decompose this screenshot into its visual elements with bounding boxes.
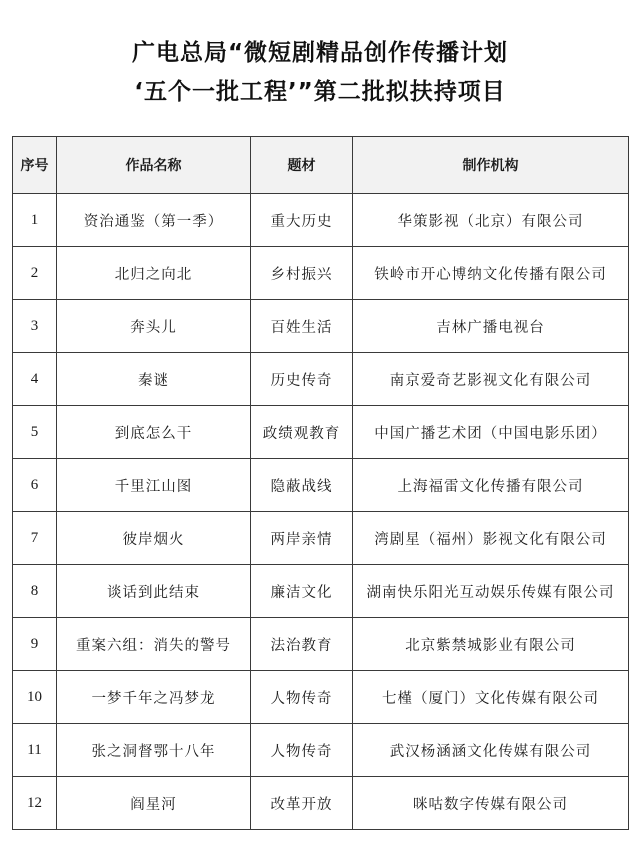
cell-seq: 5 — [13, 406, 57, 459]
page-title-line-2: ‘五个一批工程’”第二批拟扶持项目 — [134, 79, 506, 105]
project-table — [12, 136, 629, 830]
table-header-row — [13, 137, 629, 194]
cell-theme: 重大历史 — [251, 194, 353, 247]
table-row — [13, 618, 629, 671]
cell-theme: 法治教育 — [251, 618, 353, 671]
cell-seq: 9 — [13, 618, 57, 671]
table-row — [13, 724, 629, 777]
page-title-line-1: 广电总局“微短剧精品创作传播计划 — [131, 40, 509, 66]
cell-org: 中国广播艺术团（中国电影乐团） — [353, 406, 629, 459]
cell-seq: 6 — [13, 459, 57, 512]
cell-seq: 8 — [13, 565, 57, 618]
cell-theme: 廉洁文化 — [251, 565, 353, 618]
cell-org: 七槿（厦门）文化传媒有限公司 — [353, 671, 629, 724]
header-name: 作品名称 — [57, 137, 251, 194]
cell-name: 张之洞督鄂十八年 — [57, 724, 251, 777]
cell-seq: 7 — [13, 512, 57, 565]
cell-org: 华策影视（北京）有限公司 — [353, 194, 629, 247]
cell-org: 湾剧星（福州）影视文化有限公司 — [353, 512, 629, 565]
header-theme: 题材 — [251, 137, 353, 194]
table-row — [13, 671, 629, 724]
cell-theme: 政绩观教育 — [251, 406, 353, 459]
cell-seq: 4 — [13, 353, 57, 406]
cell-theme: 乡村振兴 — [251, 247, 353, 300]
cell-theme: 历史传奇 — [251, 353, 353, 406]
cell-org: 咪咕数字传媒有限公司 — [353, 777, 629, 830]
table-row — [13, 777, 629, 830]
table-row — [13, 247, 629, 300]
cell-name: 一梦千年之冯梦龙 — [57, 671, 251, 724]
cell-name: 千里江山图 — [57, 459, 251, 512]
cell-org: 湖南快乐阳光互动娱乐传媒有限公司 — [353, 565, 629, 618]
cell-name: 阎星河 — [57, 777, 251, 830]
cell-org: 铁岭市开心博纳文化传播有限公司 — [353, 247, 629, 300]
cell-seq: 2 — [13, 247, 57, 300]
cell-org: 吉林广播电视台 — [353, 300, 629, 353]
table-row — [13, 565, 629, 618]
cell-seq: 12 — [13, 777, 57, 830]
cell-theme: 改革开放 — [251, 777, 353, 830]
cell-theme: 隐蔽战线 — [251, 459, 353, 512]
cell-theme: 两岸亲情 — [251, 512, 353, 565]
cell-name: 彼岸烟火 — [57, 512, 251, 565]
table-row — [13, 300, 629, 353]
table-row — [13, 353, 629, 406]
cell-org: 武汉杨涵涵文化传媒有限公司 — [353, 724, 629, 777]
cell-name: 重案六组：消失的警号 — [57, 618, 251, 671]
cell-theme: 人物传奇 — [251, 724, 353, 777]
cell-name: 谈话到此结束 — [57, 565, 251, 618]
cell-name: 到底怎么干 — [57, 406, 251, 459]
cell-org: 北京紫禁城影业有限公司 — [353, 618, 629, 671]
cell-theme: 百姓生活 — [251, 300, 353, 353]
cell-name: 奔头儿 — [57, 300, 251, 353]
cell-org: 南京爱奇艺影视文化有限公司 — [353, 353, 629, 406]
header-org: 制作机构 — [353, 137, 629, 194]
cell-name: 北归之向北 — [57, 247, 251, 300]
table-row — [13, 512, 629, 565]
header-seq: 序号 — [13, 137, 57, 194]
cell-seq: 10 — [13, 671, 57, 724]
cell-seq: 3 — [13, 300, 57, 353]
cell-org: 上海福雷文化传播有限公司 — [353, 459, 629, 512]
cell-seq: 11 — [13, 724, 57, 777]
cell-seq: 1 — [13, 194, 57, 247]
table-row — [13, 406, 629, 459]
table-row — [13, 194, 629, 247]
cell-name: 秦谜 — [57, 353, 251, 406]
cell-theme: 人物传奇 — [251, 671, 353, 724]
cell-name: 资治通鉴（第一季） — [57, 194, 251, 247]
table-row — [13, 459, 629, 512]
